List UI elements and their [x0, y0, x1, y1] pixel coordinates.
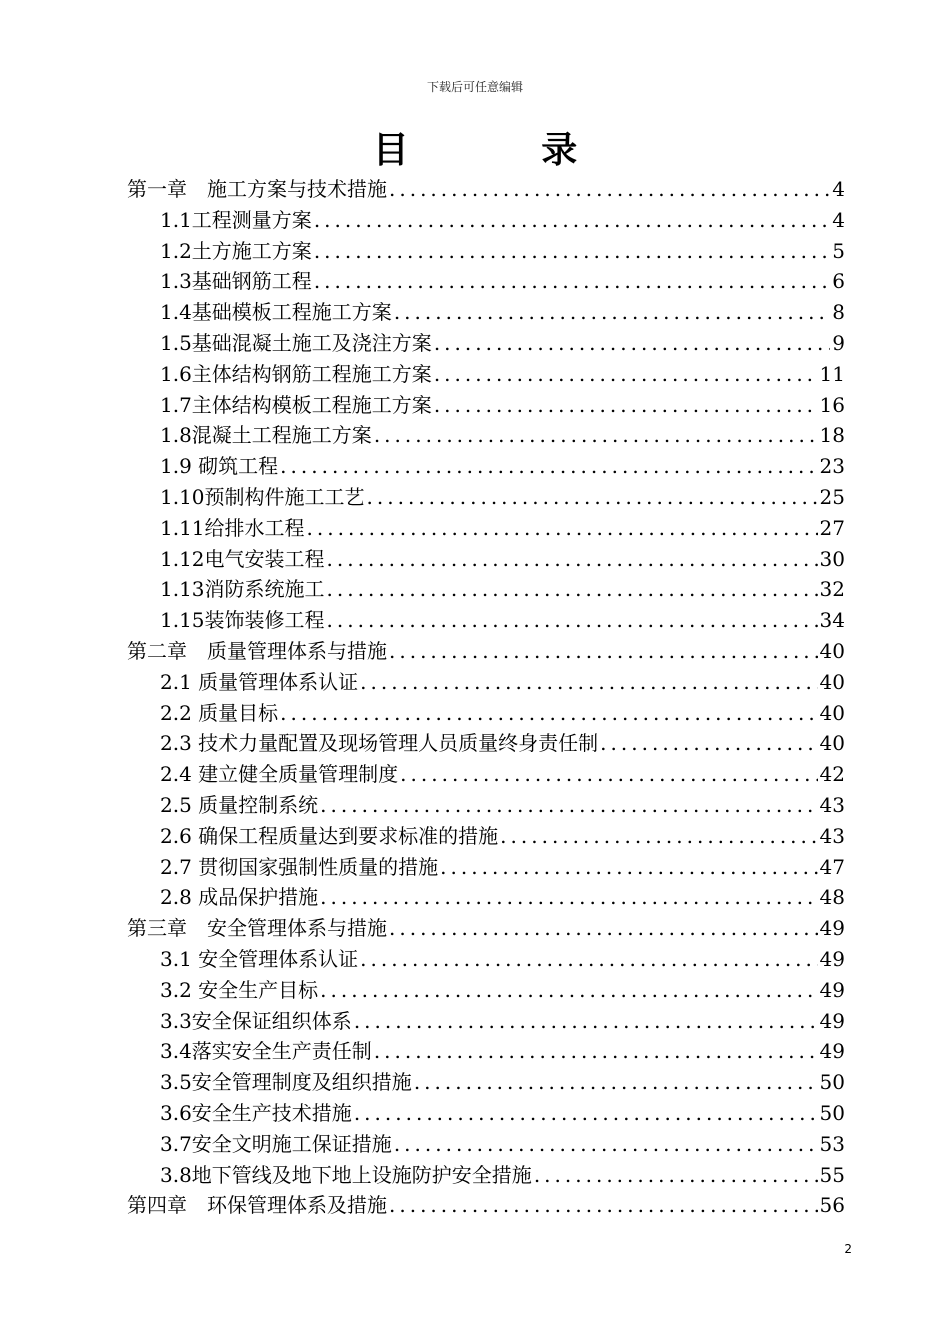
toc-section-entry[interactable] — [160, 605, 845, 635]
toc-entry-page: 27 — [819, 515, 845, 540]
toc-dot-leader — [434, 390, 818, 420]
toc-entry-label: 2.2 质量目标 — [160, 700, 279, 725]
toc-entry-label: 2.6 确保工程质量达到要求标准的措施 — [160, 823, 499, 848]
toc-section-entry[interactable] — [160, 482, 845, 512]
toc-entry-page: 16 — [819, 392, 845, 417]
toc-entry-label: 2.1 质量管理体系认证 — [160, 669, 359, 694]
toc-entry-label: 3.4落实安全生产责任制 — [160, 1039, 372, 1064]
toc-entry-label: 1.1工程测量方案 — [160, 207, 312, 232]
toc-entry-page: 42 — [819, 762, 845, 787]
toc-entry-label: 1.10预制构件施工工艺 — [160, 485, 365, 509]
toc-dot-leader — [400, 759, 817, 789]
toc-entry-page: 50 — [819, 1070, 845, 1095]
toc-entry-page: 25 — [819, 485, 845, 509]
toc-section-entry[interactable] — [160, 1036, 845, 1066]
toc-section-entry[interactable] — [160, 390, 845, 420]
toc-dot-leader — [354, 1098, 818, 1128]
toc-entry-label: 1.15装饰装修工程 — [160, 608, 325, 633]
toc-section-entry[interactable] — [160, 667, 845, 697]
toc-section-entry[interactable] — [160, 451, 845, 481]
toc-entry-label: 3.6安全生产技术措施 — [160, 1101, 352, 1125]
toc-entry-page: 40 — [819, 731, 845, 756]
toc-entry-page: 49 — [819, 1008, 845, 1033]
toc-entry-page: 11 — [819, 361, 845, 386]
toc-entry-page: 43 — [819, 793, 845, 817]
toc-section-entry[interactable] — [160, 297, 845, 327]
toc-entry-label: 1.6主体结构钢筋工程施工方案 — [160, 361, 432, 386]
toc-section-entry[interactable] — [160, 790, 845, 820]
toc-dot-leader — [394, 297, 830, 327]
toc-entry-page: 50 — [819, 1101, 845, 1125]
toc-dot-leader — [320, 882, 817, 912]
page-number: 2 — [844, 1242, 852, 1256]
toc-entry-page: 49 — [819, 916, 845, 941]
toc-dot-leader — [389, 913, 818, 943]
toc-entry-page: 4 — [832, 177, 845, 201]
toc-dot-leader — [280, 451, 817, 481]
toc-entry-page: 30 — [819, 546, 845, 571]
toc-dot-leader — [434, 359, 818, 389]
toc-entry-label: 3.1 安全管理体系认证 — [160, 947, 359, 971]
page-header: 下载后可任意编辑 — [426, 80, 523, 94]
toc-dot-leader — [314, 266, 830, 296]
toc-entry-page: 56 — [819, 1193, 845, 1218]
toc-dot-leader — [434, 328, 830, 358]
toc-section-entry[interactable] — [160, 975, 845, 1005]
toc-chapter-entry[interactable] — [127, 174, 845, 204]
toc-entry-label: 1.8混凝土工程施工方案 — [160, 423, 372, 448]
toc-entry-page: 55 — [819, 1162, 845, 1187]
toc-entry-label: 2.7 贯彻国家强制性质量的措施 — [160, 854, 439, 879]
toc-dot-leader — [440, 852, 817, 882]
toc-title: 目 录 — [372, 129, 638, 171]
toc-entry-page: 40 — [819, 639, 845, 663]
toc-entry-page: 49 — [819, 977, 845, 1002]
toc-entry-label: 3.8地下管线及地下地上设施防护安全措施 — [160, 1162, 532, 1187]
toc-entry-label: 1.12电气安装工程 — [160, 546, 325, 571]
toc-entry-page: 6 — [832, 269, 845, 294]
toc-section-entry[interactable] — [160, 852, 845, 882]
toc-dot-leader — [374, 1036, 818, 1066]
toc-entry-label: 2.3 技术力量配置及现场管理人员质量终身责任制 — [160, 731, 599, 756]
toc-section-entry[interactable] — [160, 1006, 845, 1036]
toc-dot-leader — [280, 698, 817, 728]
toc-entry-page: 5 — [832, 238, 845, 263]
toc-dot-leader — [307, 513, 818, 543]
toc-dot-leader — [500, 821, 817, 851]
toc-entry-page: 40 — [819, 669, 845, 694]
toc-section-entry[interactable] — [160, 882, 845, 912]
toc-entry-label: 1.11给排水工程 — [160, 515, 305, 540]
toc-entry-page: 40 — [819, 700, 845, 725]
toc-section-entry[interactable] — [160, 1129, 845, 1159]
toc-dot-leader — [389, 1190, 818, 1220]
toc-entry-page: 43 — [819, 823, 845, 848]
toc-dot-leader — [327, 544, 818, 574]
toc-entry-page: 4 — [832, 207, 845, 232]
toc-entry-label: 3.7安全文明施工保证措施 — [160, 1131, 392, 1156]
toc-dot-leader — [534, 1160, 818, 1190]
toc-entry-label: 第一章 施工方案与技术措施 — [127, 177, 387, 201]
toc-dot-leader — [374, 420, 818, 450]
toc-entry-page: 23 — [819, 454, 845, 479]
toc-entry-page: 9 — [832, 331, 845, 355]
toc-entry-page: 18 — [819, 423, 845, 448]
toc-section-entry[interactable] — [160, 821, 845, 851]
toc-section-entry[interactable] — [160, 698, 845, 728]
toc-chapter-entry[interactable] — [127, 913, 845, 943]
toc-dot-leader — [314, 205, 830, 235]
toc-dot-leader — [327, 605, 818, 635]
toc-dot-leader — [360, 667, 817, 697]
toc-entry-page: 8 — [832, 300, 845, 325]
toc-entry-label: 2.5 质量控制系统 — [160, 793, 319, 817]
toc-entry-label: 3.5安全管理制度及组织措施 — [160, 1070, 412, 1095]
toc-dot-leader — [320, 790, 817, 820]
toc-entry-label: 3.3安全保证组织体系 — [160, 1008, 352, 1033]
toc-section-entry[interactable] — [160, 728, 845, 758]
toc-dot-leader — [314, 236, 830, 266]
toc-entry-page: 49 — [819, 947, 845, 971]
toc-section-entry[interactable] — [160, 944, 845, 974]
toc-entry-label: 第二章 质量管理体系与措施 — [127, 639, 387, 663]
toc-entry-label: 2.8 成品保护措施 — [160, 885, 319, 910]
toc-section-entry[interactable] — [160, 236, 845, 266]
toc-entry-label: 第四章 环保管理体系及措施 — [127, 1193, 387, 1218]
toc-dot-leader — [389, 174, 830, 204]
toc-dot-leader — [320, 975, 817, 1005]
toc-entry-label: 1.4基础模板工程施工方案 — [160, 300, 392, 325]
toc-section-entry[interactable] — [160, 513, 845, 543]
toc-dot-leader — [414, 1067, 818, 1097]
toc-chapter-entry[interactable] — [127, 636, 845, 666]
toc-dot-leader — [394, 1129, 818, 1159]
toc-dot-leader — [389, 636, 818, 666]
toc-section-entry[interactable] — [160, 1160, 845, 1190]
toc-entry-label: 2.4 建立健全质量管理制度 — [160, 762, 399, 787]
toc-entry-page: 49 — [819, 1039, 845, 1064]
toc-section-entry[interactable] — [160, 1098, 845, 1128]
toc-entry-label: 1.2土方施工方案 — [160, 238, 312, 263]
toc-chapter-entry[interactable] — [127, 1190, 845, 1220]
toc-section-entry[interactable] — [160, 574, 845, 604]
toc-section-entry[interactable] — [160, 544, 845, 574]
toc-entry-label: 3.2 安全生产目标 — [160, 977, 319, 1002]
toc-entry-page: 47 — [819, 854, 845, 879]
toc-dot-leader — [327, 574, 818, 604]
toc-entry-page: 34 — [819, 608, 845, 633]
toc-section-entry[interactable] — [160, 420, 845, 450]
toc-section-entry[interactable] — [160, 1067, 845, 1097]
toc-section-entry[interactable] — [160, 205, 845, 235]
toc-entry-label: 1.9 砌筑工程 — [160, 454, 279, 479]
toc-entry-label: 1.3基础钢筋工程 — [160, 269, 312, 294]
toc-section-entry[interactable] — [160, 759, 845, 789]
toc-dot-leader — [360, 944, 817, 974]
toc-entry-page: 53 — [819, 1131, 845, 1156]
toc-section-entry[interactable] — [160, 328, 845, 358]
toc-entry-page: 32 — [819, 577, 845, 602]
toc-dot-leader — [600, 728, 817, 758]
toc-dot-leader — [367, 482, 818, 512]
toc-section-entry[interactable] — [160, 359, 845, 389]
toc-entry-page: 48 — [819, 885, 845, 910]
toc-entry-label: 1.13消防系统施工 — [160, 577, 325, 602]
toc-entry-label: 1.7主体结构模板工程施工方案 — [160, 392, 432, 417]
toc-section-entry[interactable] — [160, 266, 845, 296]
toc-entry-label: 1.5基础混凝土施工及浇注方案 — [160, 331, 432, 355]
toc-dot-leader — [354, 1006, 818, 1036]
toc-entry-label: 第三章 安全管理体系与措施 — [127, 916, 387, 941]
